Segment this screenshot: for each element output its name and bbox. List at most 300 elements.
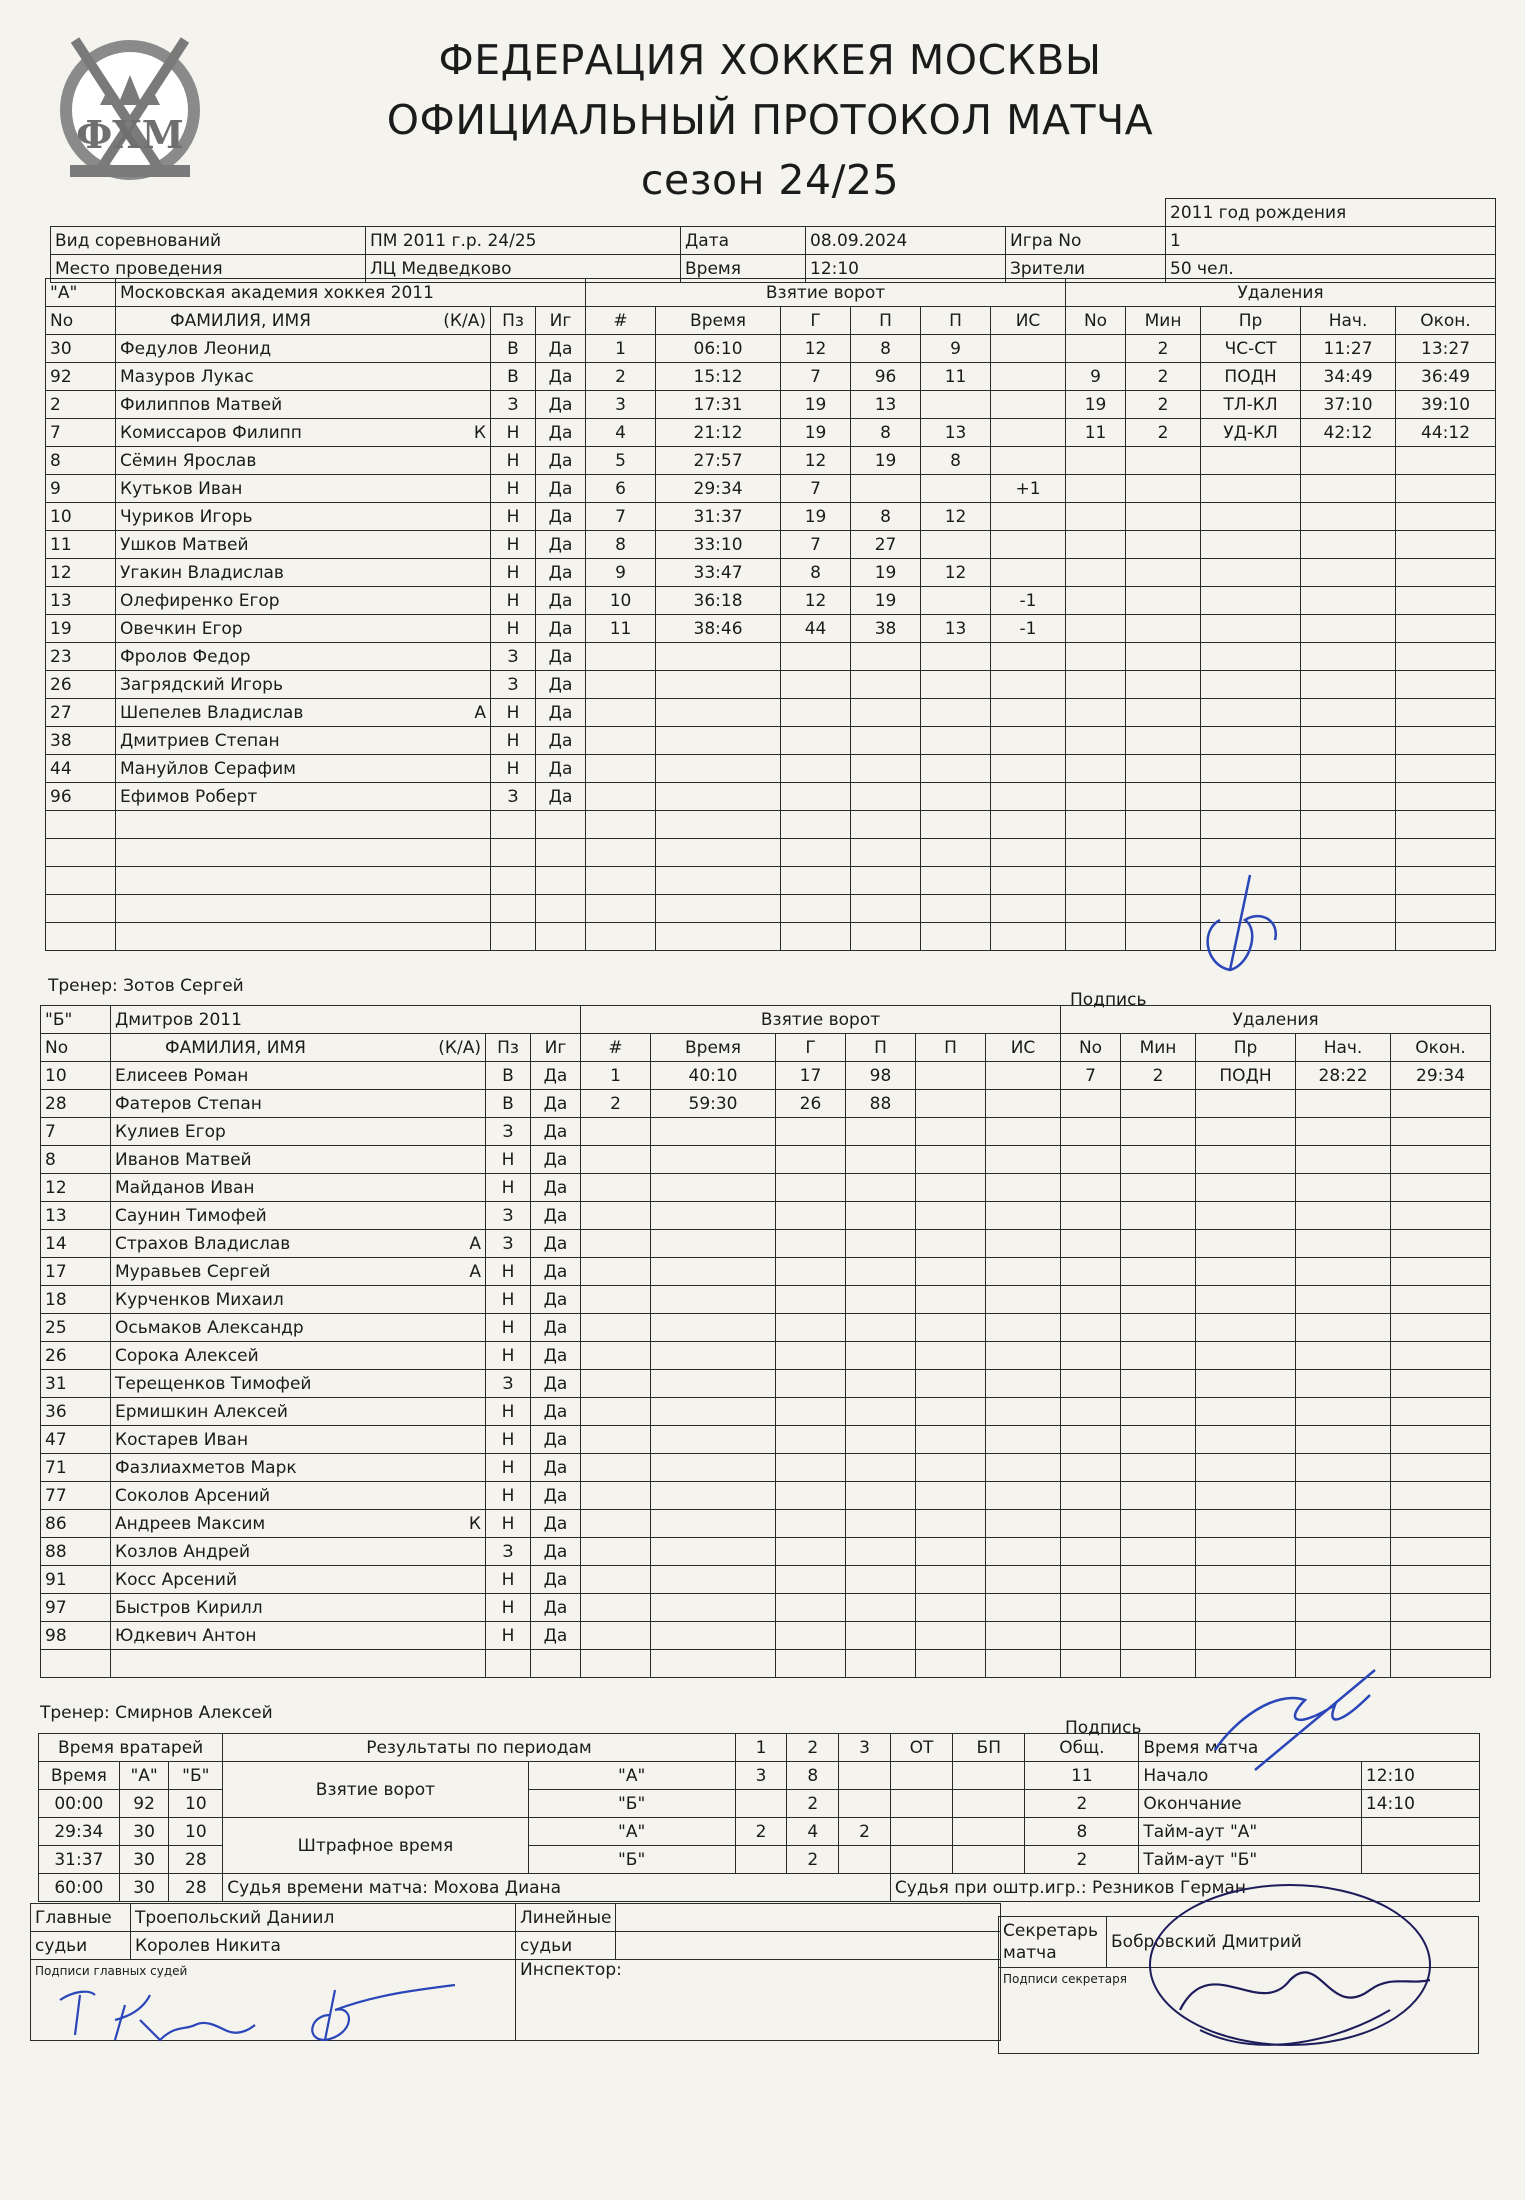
goal-number	[581, 1230, 651, 1258]
goal-scorer: 19	[781, 391, 851, 419]
player-name	[111, 1174, 486, 1202]
player-name	[111, 1426, 486, 1454]
player-number: 13	[41, 1202, 111, 1230]
team-b-row	[41, 1062, 1491, 1090]
goal-assist-1	[846, 1650, 916, 1678]
col-pen-reason: Пр	[1196, 1034, 1296, 1062]
player-name	[116, 839, 491, 867]
goalie-row2-a: 30	[119, 1818, 169, 1846]
pen-a-p2: 4	[787, 1818, 839, 1846]
player-number	[46, 839, 116, 867]
player-number: 71	[41, 1454, 111, 1482]
player-name	[116, 391, 491, 419]
goal-time	[656, 867, 781, 895]
goal-time: 36:18	[656, 587, 781, 615]
team-b-row	[41, 1538, 1491, 1566]
goal-scorer	[776, 1510, 846, 1538]
player-number	[41, 1650, 111, 1678]
player-name-text: Соколов Арсений	[115, 1485, 271, 1506]
player-played	[536, 867, 586, 895]
competition-value: ПМ 2011 г.р. 24/25	[366, 227, 681, 255]
player-name	[116, 811, 491, 839]
penalty-minutes	[1121, 1426, 1196, 1454]
header-federation: ФЕДЕРАЦИЯ ХОККЕЯ МОСКВЫ	[438, 36, 1102, 84]
penalty-end: 39:10	[1396, 391, 1496, 419]
goalie-title: Время вратарей	[39, 1734, 223, 1762]
penalty-end	[1391, 1146, 1491, 1174]
goal-time	[651, 1622, 776, 1650]
player-played: Да	[531, 1314, 581, 1342]
date-label: Дата	[681, 227, 806, 255]
penalty-player	[1066, 811, 1126, 839]
penalty-player: 11	[1066, 419, 1126, 447]
main-refs-label1: Главные	[31, 1904, 131, 1932]
secretary-signature-icon	[1140, 1870, 1440, 2070]
penalty-minutes	[1126, 643, 1201, 671]
line-ref-1	[616, 1904, 1001, 1932]
col-pos: Пз	[491, 307, 536, 335]
main-ref-1: Троепольский Даниил	[131, 1904, 516, 1932]
goal-assist-1	[846, 1370, 916, 1398]
player-played: Да	[536, 391, 586, 419]
player-name	[111, 1062, 486, 1090]
penalty-player	[1061, 1538, 1121, 1566]
player-number: 30	[46, 335, 116, 363]
goal-time	[651, 1482, 776, 1510]
goal-number	[586, 923, 656, 951]
penalty-reason	[1196, 1594, 1296, 1622]
goal-scorer	[781, 755, 851, 783]
col-played: Иг	[531, 1034, 581, 1062]
goal-assist-1: 27	[851, 531, 921, 559]
col-pos: Пз	[486, 1034, 531, 1062]
player-position: В	[486, 1062, 531, 1090]
penalty-start	[1296, 1622, 1391, 1650]
player-played: Да	[536, 503, 586, 531]
team-b-row	[41, 1566, 1491, 1594]
goal-time: 33:47	[656, 559, 781, 587]
col-pen-start: Нач.	[1296, 1034, 1391, 1062]
goal-time	[656, 643, 781, 671]
goal-scorer	[781, 923, 851, 951]
player-number: 47	[41, 1426, 111, 1454]
goal-scorer	[781, 699, 851, 727]
penalty-player	[1066, 503, 1126, 531]
team-b-row	[41, 1622, 1491, 1650]
player-position: В	[491, 363, 536, 391]
penalty-end	[1396, 895, 1496, 923]
player-played: Да	[536, 335, 586, 363]
goal-time	[651, 1594, 776, 1622]
goal-assist-1	[846, 1482, 916, 1510]
col-goal-scorer: Г	[781, 307, 851, 335]
penalty-minutes	[1121, 1398, 1196, 1426]
goal-situation	[986, 1510, 1061, 1538]
goal-time	[651, 1314, 776, 1342]
player-played: Да	[531, 1090, 581, 1118]
player-name-text: Кутьков Иван	[120, 478, 243, 499]
line-refs-label1: Линейные	[516, 1904, 616, 1932]
goal-assist-1: 19	[851, 587, 921, 615]
player-played: Да	[531, 1202, 581, 1230]
penalty-player	[1061, 1090, 1121, 1118]
player-position: Н	[491, 615, 536, 643]
goal-situation	[986, 1146, 1061, 1174]
goal-scorer: 44	[781, 615, 851, 643]
time-label: Время	[681, 255, 806, 283]
penalty-start	[1301, 923, 1396, 951]
penalty-end: 13:27	[1396, 335, 1496, 363]
goal-assist-1	[846, 1538, 916, 1566]
goal-assist-2: 13	[921, 419, 991, 447]
penalty-minutes	[1121, 1342, 1196, 1370]
game-value: 1	[1166, 227, 1496, 255]
player-position: Н	[486, 1258, 531, 1286]
penalty-minutes	[1126, 587, 1201, 615]
player-number: 86	[41, 1510, 111, 1538]
goal-number	[586, 839, 656, 867]
penalty-end	[1391, 1510, 1491, 1538]
penalty-end	[1391, 1398, 1491, 1426]
penalty-end	[1391, 1314, 1491, 1342]
player-played: Да	[536, 419, 586, 447]
goal-time: 29:34	[656, 475, 781, 503]
penalty-minutes	[1121, 1146, 1196, 1174]
player-number: 31	[41, 1370, 111, 1398]
penalty-player	[1066, 867, 1126, 895]
player-number: 96	[46, 783, 116, 811]
goal-time: 40:10	[651, 1062, 776, 1090]
penalty-reason	[1201, 587, 1301, 615]
player-played	[536, 839, 586, 867]
player-position: Н	[486, 1174, 531, 1202]
penalty-reason: ПОДН	[1201, 363, 1301, 391]
player-played: Да	[531, 1342, 581, 1370]
goal-assist-1	[846, 1258, 916, 1286]
goal-scorer: 12	[781, 587, 851, 615]
penalty-start	[1301, 447, 1396, 475]
penalty-player	[1061, 1202, 1121, 1230]
player-position: З	[486, 1118, 531, 1146]
goal-time	[656, 923, 781, 951]
col-pen-min: Мин	[1126, 307, 1201, 335]
timeout-b-label: Тайм-аут "Б"	[1139, 1846, 1362, 1874]
goal-situation	[986, 1342, 1061, 1370]
penalty-reason	[1196, 1398, 1296, 1426]
penalty-minutes	[1121, 1230, 1196, 1258]
team-a-table	[45, 278, 1496, 951]
penalty-start	[1296, 1426, 1391, 1454]
goal-number	[581, 1566, 651, 1594]
goalie-row3-time: 31:37	[39, 1846, 120, 1874]
goal-assist-1: 88	[846, 1090, 916, 1118]
player-name-text: Фазлиахметов Марк	[115, 1457, 297, 1478]
player-position: Н	[491, 559, 536, 587]
goal-scorer	[776, 1594, 846, 1622]
player-number: 28	[41, 1090, 111, 1118]
goal-assist-2	[916, 1258, 986, 1286]
player-name-text: Чуриков Игорь	[120, 506, 253, 527]
goal-number	[581, 1650, 651, 1678]
player-number: 26	[46, 671, 116, 699]
penalty-minutes	[1126, 447, 1201, 475]
goal-scorer: 7	[781, 531, 851, 559]
penalty-player	[1061, 1342, 1121, 1370]
player-name-text: Терещенков Тимофей	[115, 1373, 312, 1394]
penalty-end	[1396, 587, 1496, 615]
team-b-row	[41, 1090, 1491, 1118]
penalty-start	[1301, 531, 1396, 559]
penalty-end	[1391, 1650, 1491, 1678]
goal-scorer	[776, 1174, 846, 1202]
penalty-judge: Судья при оштр.игр.: Резников Герман	[890, 1874, 1479, 1902]
penalty-minutes	[1121, 1118, 1196, 1146]
goal-time	[651, 1566, 776, 1594]
player-played	[536, 811, 586, 839]
goal-time	[656, 895, 781, 923]
team-b-row	[41, 1510, 1491, 1538]
penalty-reason	[1196, 1146, 1296, 1174]
player-position	[491, 811, 536, 839]
penalty-start	[1301, 503, 1396, 531]
player-position: Н	[491, 419, 536, 447]
goal-assist-2	[921, 671, 991, 699]
penalty-start	[1296, 1090, 1391, 1118]
penalty-start	[1301, 475, 1396, 503]
goals-b-total: 2	[1025, 1790, 1139, 1818]
player-number: 13	[46, 587, 116, 615]
player-name	[111, 1482, 486, 1510]
player-name-text: Ефимов Роберт	[120, 786, 258, 807]
player-name	[111, 1370, 486, 1398]
player-position: Н	[486, 1314, 531, 1342]
penalty-reason: ТЛ-КЛ	[1201, 391, 1301, 419]
team-a-row	[46, 699, 1496, 727]
goal-number: 5	[586, 447, 656, 475]
goal-number: 1	[581, 1062, 651, 1090]
secretary-name: Бобровский Дмитрий	[1107, 1917, 1479, 1968]
player-played: Да	[536, 559, 586, 587]
goal-situation	[991, 643, 1066, 671]
team-a-row	[46, 755, 1496, 783]
goal-scorer	[776, 1566, 846, 1594]
competition-label: Вид соревнований	[51, 227, 366, 255]
player-name-text: Муравьев Сергей	[115, 1261, 271, 1282]
player-name	[111, 1314, 486, 1342]
goals-a-ot	[890, 1762, 952, 1790]
goal-situation	[986, 1370, 1061, 1398]
goal-assist-1	[851, 727, 921, 755]
player-name	[111, 1342, 486, 1370]
team-a-row	[46, 559, 1496, 587]
player-position: Н	[491, 503, 536, 531]
penalty-player	[1061, 1650, 1121, 1678]
penalty-player	[1066, 335, 1126, 363]
period-title: Результаты по периодам	[223, 1734, 735, 1762]
penalty-player	[1061, 1594, 1121, 1622]
team-a-tag: "А"	[46, 279, 116, 307]
team-b-row	[41, 1594, 1491, 1622]
player-number: 8	[41, 1146, 111, 1174]
player-played: Да	[531, 1510, 581, 1538]
date-value: 08.09.2024	[806, 227, 1006, 255]
goal-situation: -1	[991, 587, 1066, 615]
goal-number: 2	[586, 363, 656, 391]
player-number: 10	[41, 1062, 111, 1090]
goal-situation	[986, 1454, 1061, 1482]
team-a-row	[46, 419, 1496, 447]
player-played: Да	[536, 727, 586, 755]
player-position	[491, 923, 536, 951]
penalty-player: 7	[1061, 1062, 1121, 1090]
goal-assist-1	[846, 1314, 916, 1342]
goal-situation	[986, 1230, 1061, 1258]
goal-scorer: 12	[781, 335, 851, 363]
goal-situation: +1	[991, 475, 1066, 503]
goal-assist-1: 8	[851, 503, 921, 531]
player-played: Да	[531, 1426, 581, 1454]
goal-assist-1	[846, 1426, 916, 1454]
goal-scorer	[781, 783, 851, 811]
penalty-start: 28:22	[1296, 1062, 1391, 1090]
goal-assist-2	[921, 531, 991, 559]
penalty-minutes	[1121, 1174, 1196, 1202]
penalty-player	[1061, 1426, 1121, 1454]
goals-a-total: 11	[1025, 1762, 1139, 1790]
goal-situation	[991, 559, 1066, 587]
goal-assist-2	[921, 475, 991, 503]
goal-situation	[991, 503, 1066, 531]
penalty-minutes	[1121, 1622, 1196, 1650]
player-played: Да	[536, 783, 586, 811]
player-name	[111, 1258, 486, 1286]
penalty-end	[1391, 1090, 1491, 1118]
player-name	[111, 1538, 486, 1566]
penalty-reason	[1196, 1510, 1296, 1538]
goal-situation	[991, 783, 1066, 811]
player-position	[486, 1650, 531, 1678]
player-name-text: Филиппов Матвей	[120, 394, 283, 415]
goals-a-p2: 8	[787, 1762, 839, 1790]
goal-time	[651, 1370, 776, 1398]
goal-time: 21:12	[656, 419, 781, 447]
period-bp: БП	[953, 1734, 1025, 1762]
penalty-reason	[1196, 1202, 1296, 1230]
player-name	[116, 755, 491, 783]
penalty-player	[1066, 559, 1126, 587]
goal-assist-2	[921, 867, 991, 895]
period-1: 1	[735, 1734, 787, 1762]
goal-number	[586, 811, 656, 839]
team-b-row	[41, 1426, 1491, 1454]
penalty-reason	[1196, 1286, 1296, 1314]
player-played: Да	[531, 1622, 581, 1650]
penalty-end	[1396, 811, 1496, 839]
player-number: 27	[46, 699, 116, 727]
goal-assist-2	[916, 1146, 986, 1174]
penalty-end	[1391, 1174, 1491, 1202]
goal-assist-1	[851, 811, 921, 839]
player-played: Да	[536, 699, 586, 727]
goal-situation	[991, 923, 1066, 951]
goal-number: 2	[581, 1090, 651, 1118]
venue-label: Место проведения	[51, 255, 366, 283]
penalty-start: 34:49	[1301, 363, 1396, 391]
pen-label: Штрафное время	[223, 1818, 528, 1874]
player-number: 98	[41, 1622, 111, 1650]
goal-time	[656, 811, 781, 839]
penalty-end	[1391, 1370, 1491, 1398]
penalty-reason: УД-КЛ	[1201, 419, 1301, 447]
goalie-row1-a: 92	[119, 1790, 169, 1818]
player-name-text: Мануйлов Серафим	[120, 758, 296, 779]
goal-situation	[991, 363, 1066, 391]
goal-situation	[986, 1426, 1061, 1454]
goal-situation	[991, 839, 1066, 867]
goal-situation	[986, 1090, 1061, 1118]
player-captain-mark: А	[469, 1261, 481, 1282]
team-a-name: Московская академия хоккея 2011	[116, 279, 586, 307]
player-number: 9	[46, 475, 116, 503]
goal-situation	[991, 727, 1066, 755]
penalty-minutes	[1121, 1538, 1196, 1566]
penalty-end: 44:12	[1396, 419, 1496, 447]
penalty-start	[1296, 1510, 1391, 1538]
penalty-reason: ПОДН	[1196, 1062, 1296, 1090]
player-name	[111, 1230, 486, 1258]
penalty-end	[1396, 699, 1496, 727]
penalty-start	[1301, 783, 1396, 811]
goal-assist-1	[851, 475, 921, 503]
goal-assist-1	[851, 783, 921, 811]
player-name	[111, 1118, 486, 1146]
goal-assist-2	[916, 1510, 986, 1538]
penalty-start	[1296, 1454, 1391, 1482]
penalty-reason	[1196, 1174, 1296, 1202]
col-pen-reason: Пр	[1201, 307, 1301, 335]
spectators-value: 50 чел.	[1166, 255, 1496, 283]
team-b-row	[41, 1482, 1491, 1510]
goals-a-bp	[953, 1762, 1025, 1790]
penalty-minutes	[1126, 839, 1201, 867]
penalty-player	[1066, 755, 1126, 783]
player-name	[116, 923, 491, 951]
player-captain-mark: А	[474, 702, 486, 723]
col-goal-time: Время	[656, 307, 781, 335]
goal-time	[651, 1538, 776, 1566]
end-value: 14:10	[1361, 1790, 1479, 1818]
player-played: Да	[531, 1230, 581, 1258]
goal-assist-2: 11	[921, 363, 991, 391]
player-number: 77	[41, 1482, 111, 1510]
player-name-text: Страхов Владислав	[115, 1233, 291, 1254]
penalty-player	[1066, 671, 1126, 699]
goal-number	[581, 1538, 651, 1566]
goal-assist-2	[921, 699, 991, 727]
birth-year: 2011 год рождения	[1166, 199, 1496, 227]
goal-scorer: 7	[781, 475, 851, 503]
goal-number: 3	[586, 391, 656, 419]
player-position: Н	[491, 475, 536, 503]
goal-time	[651, 1510, 776, 1538]
team-a-row	[46, 643, 1496, 671]
player-played	[536, 895, 586, 923]
player-number: 2	[46, 391, 116, 419]
player-name-text: Курченков Михаил	[115, 1289, 284, 1310]
col-assist1: П	[846, 1034, 916, 1062]
player-captain-mark: К	[473, 422, 486, 443]
goal-situation	[991, 755, 1066, 783]
